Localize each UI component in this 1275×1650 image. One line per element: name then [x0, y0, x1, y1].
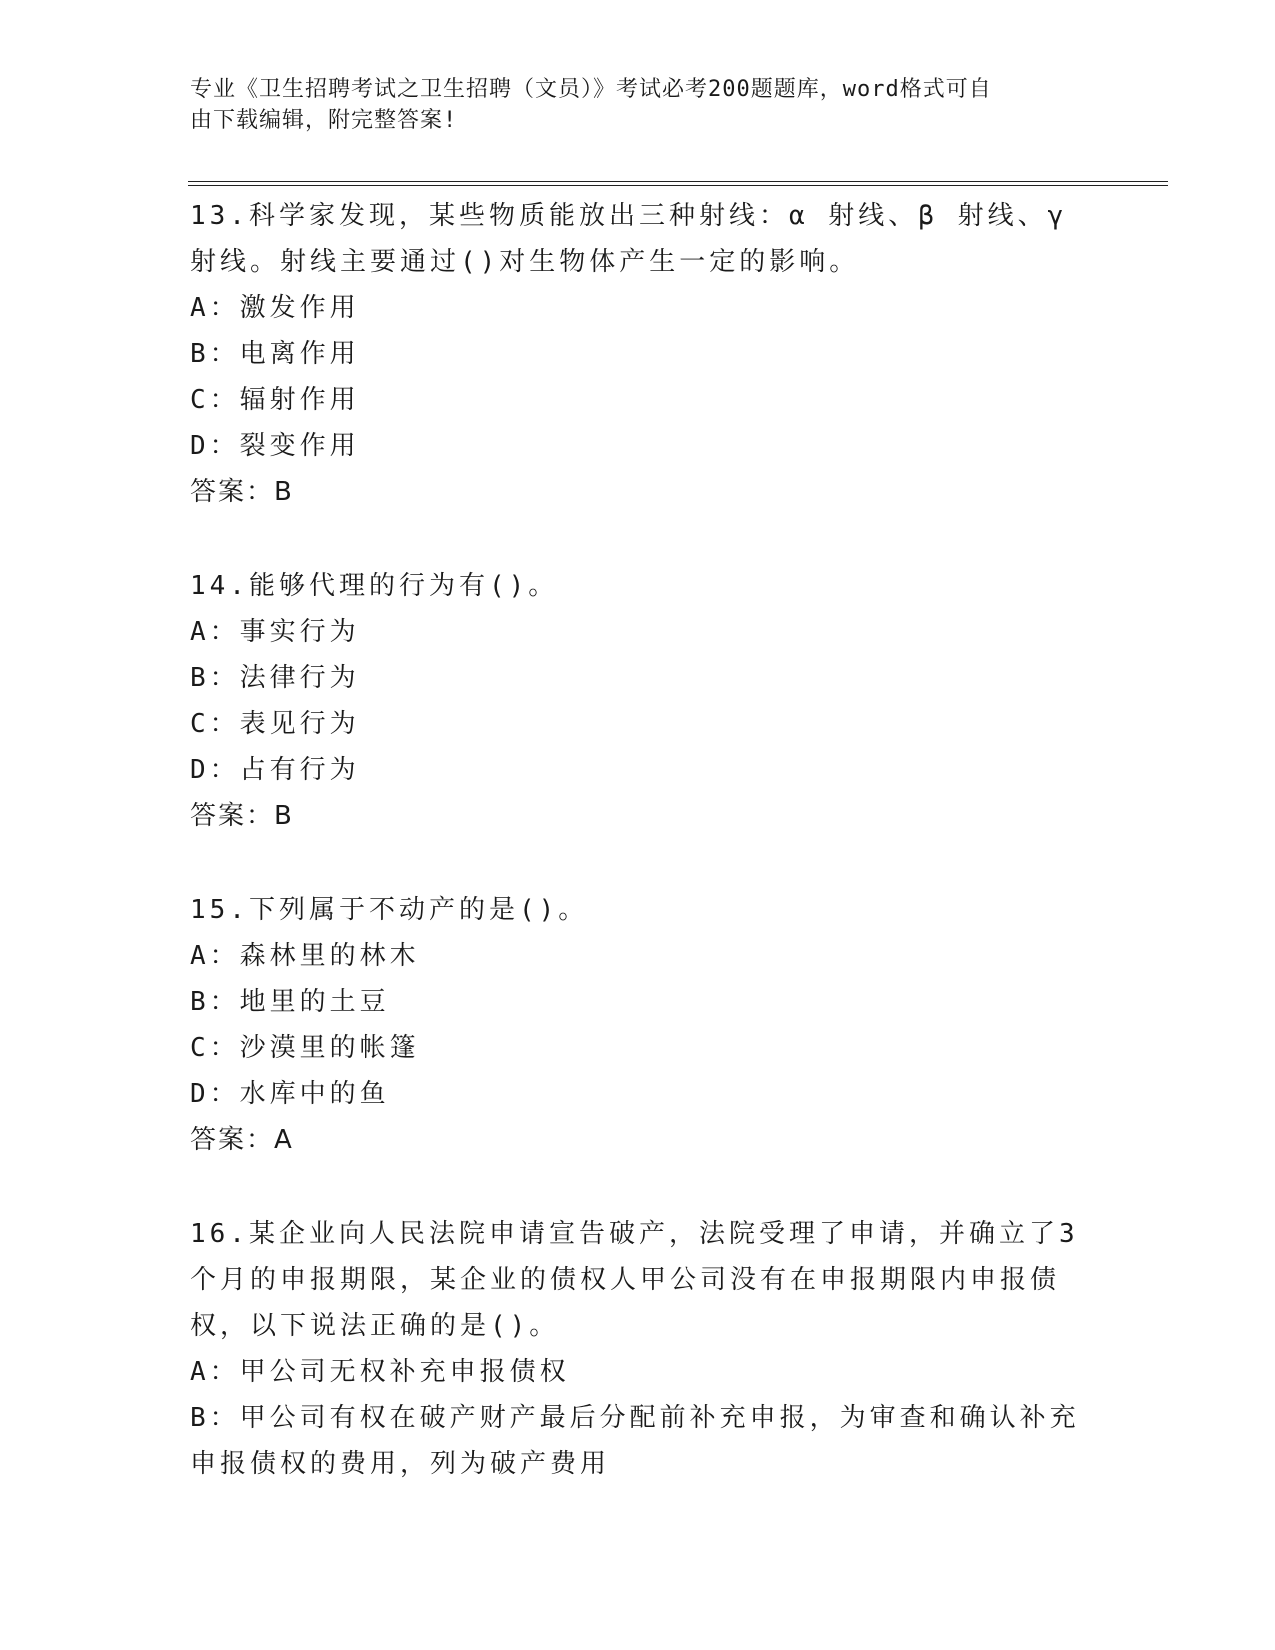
answer: 答案：B [190, 801, 294, 831]
option-a: A：事实行为 [190, 617, 360, 647]
answer: 答案：A [190, 1125, 294, 1155]
question-list [190, 193, 1090, 1535]
header-divider-bottom [188, 185, 1168, 186]
option-b: B：地里的土豆 [190, 987, 390, 1017]
question-text: 14.能够代理的行为有()。 [190, 571, 559, 601]
question-text: 16.某企业向人民法院申请宣告破产，法院受理了申请，并确立了3个月的申报期限，某企业的债权人甲公司没有在申报期限内申报债权，以下说法正确的是()。 [190, 1219, 1079, 1341]
option-d: D：水库中的鱼 [190, 1079, 390, 1109]
document-header [190, 74, 1090, 136]
option-c: C：辐射作用 [190, 385, 360, 415]
option-a: A：激发作用 [190, 293, 360, 323]
option-b: B：甲公司有权在破产财产最后分配前补充申报，为审查和确认补充申报债权的费用，列为破产费用 [190, 1403, 1080, 1479]
question-text: 15.下列属于不动产的是()。 [190, 895, 589, 925]
option-b: B：电离作用 [190, 339, 360, 369]
question-14 [190, 563, 1090, 839]
question-text: 13.科学家发现，某些物质能放出三种射线：α 射线、β 射线、γ 射线。射线主要通过()对生物体产生一定的影响。 [190, 201, 1068, 277]
header-line-1: 专业《卫生招聘考试之卫生招聘（文员）》考试必考200题题库，word格式可自 [190, 77, 992, 102]
option-d: D：占有行为 [190, 755, 360, 785]
option-c: C：表见行为 [190, 709, 360, 739]
question-13 [190, 193, 1090, 515]
question-16 [190, 1211, 1090, 1487]
answer: 答案：B [190, 477, 294, 507]
option-b: B：法律行为 [190, 663, 360, 693]
option-a: A：森林里的林木 [190, 941, 420, 971]
option-c: C：沙漠里的帐篷 [190, 1033, 420, 1063]
question-15 [190, 887, 1090, 1163]
option-a: A：甲公司无权补充申报债权 [190, 1357, 570, 1387]
option-d: D：裂变作用 [190, 431, 360, 461]
header-line-2: 由下载编辑，附完整答案! [190, 108, 458, 133]
header-divider-top [188, 181, 1168, 182]
